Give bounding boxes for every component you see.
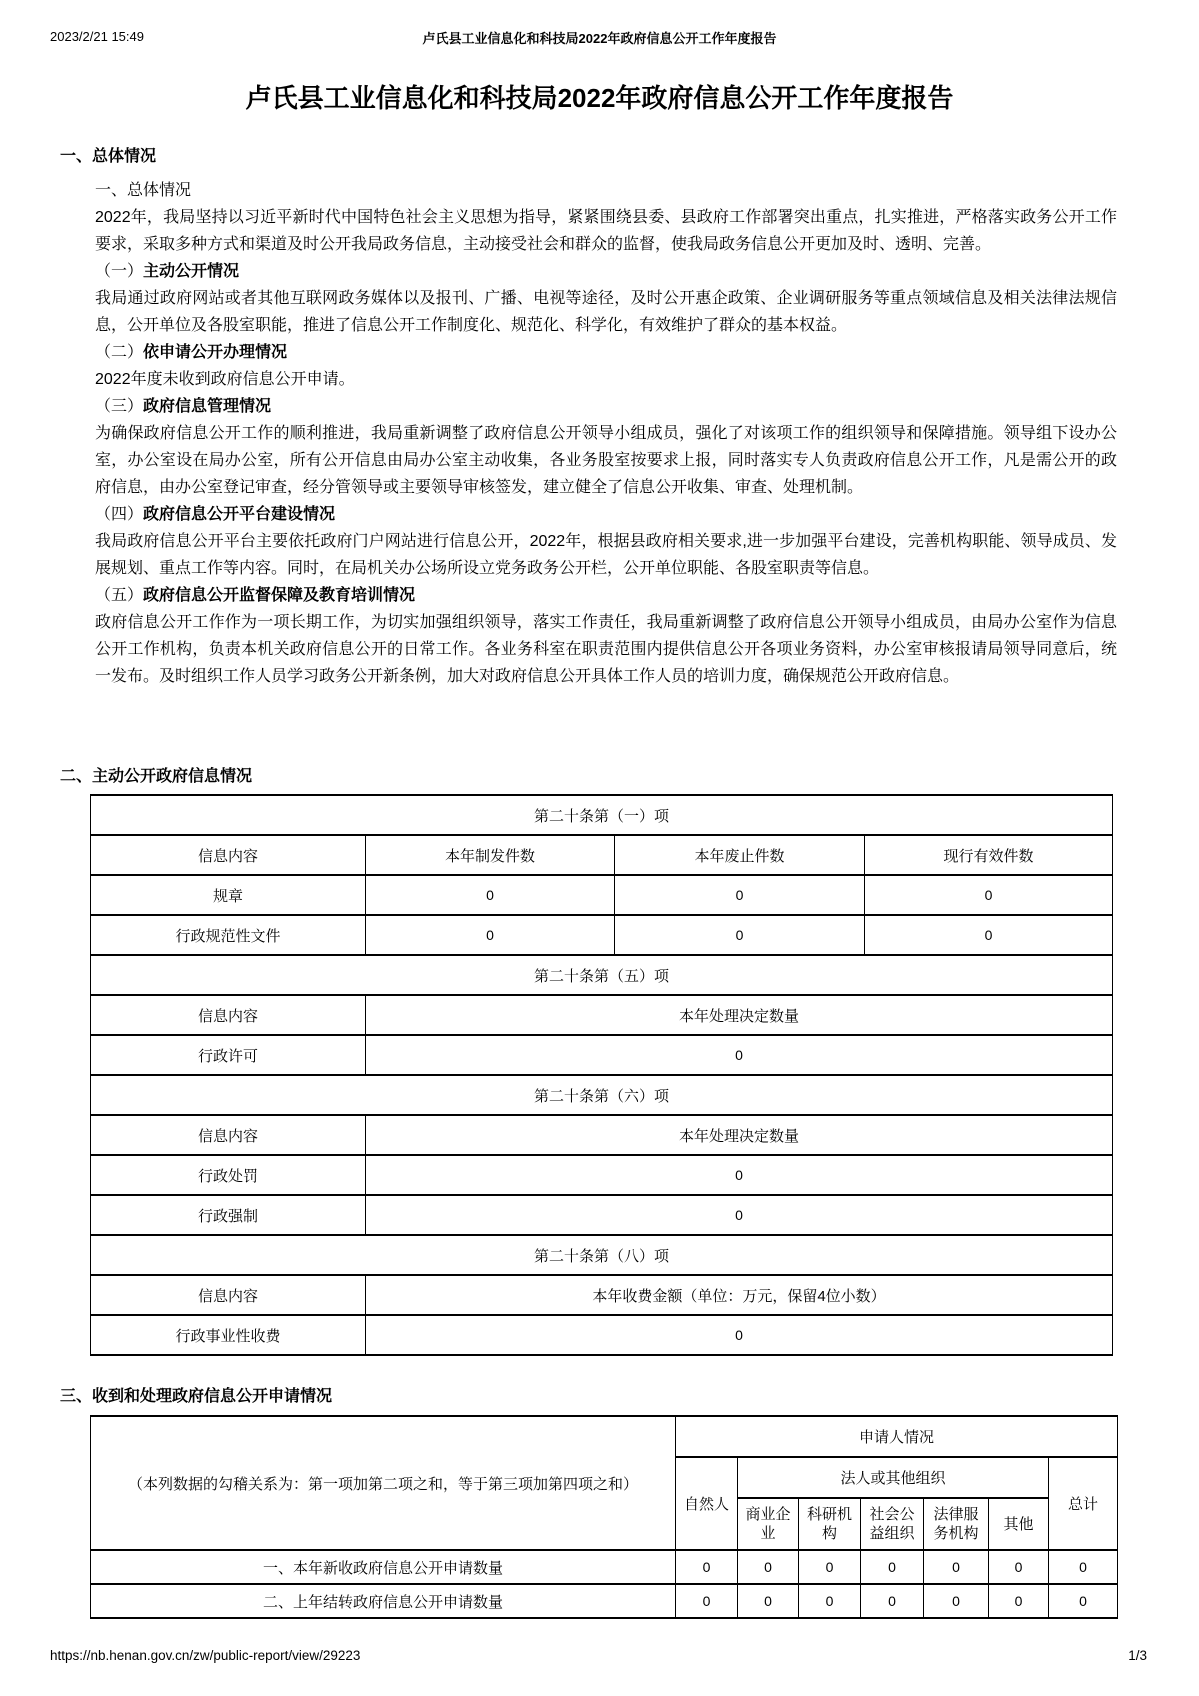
- sub-heading-prefix: （四）: [95, 506, 144, 523]
- column-header: 本年制发件数: [366, 835, 615, 875]
- column-header: 商业企业: [738, 1498, 799, 1550]
- column-header: 信息内容: [91, 835, 366, 875]
- proactive-disclosure-table: [90, 794, 1113, 1356]
- table-row: [91, 1035, 1113, 1075]
- print-header: [0, 28, 1199, 48]
- sub-heading: [95, 582, 1117, 609]
- cell-value: 0: [676, 1550, 738, 1584]
- cell-value: 0: [865, 875, 1113, 915]
- column-header: 本年废止件数: [615, 835, 865, 875]
- column-header: 信息内容: [91, 1115, 366, 1155]
- table-row: [91, 1584, 1118, 1618]
- sub-heading: [95, 501, 1117, 528]
- cell-value: 0: [1049, 1584, 1118, 1618]
- cell-value: 0: [865, 915, 1113, 955]
- paragraph: 为确保政府信息公开工作的顺利推进，我局重新调整了政府信息公开领导小组成员，强化了对该项工作的组织领导和保障措施。领导组下设办公室，办公室设在局办公室，所有公开信息由局办公室主动收集，各业务股室按要求上报，同时落实专人负责政府信息公开工作，凡是需公开的政府信息，由办公室登记审查，经分管领导或主要领导审核签发，建立健全了信息公开收集、审查、处理机制。: [95, 425, 1117, 496]
- requests-received-table: [90, 1415, 1118, 1619]
- paragraph: 政府信息公开工作作为一项长期工作，为切实加强组织领导，落实工作责任，我局重新调整了政府信息公开领导小组成员，由局办公室作为信息公开工作机构，负责本机关政府信息公开的日常工作。各业务科室在职责范围内提供信息公开各项业务资料，办公室审核报请局领导同意后，统一发布。及时组织工作人员学习政务公开新条例，加大对政府信息公开具体工作人员的培训力度，确保规范公开政府信息。: [95, 614, 1117, 685]
- print-footer: [50, 1648, 1147, 1663]
- cell-value: 0: [799, 1584, 861, 1618]
- row-label: 行政强制: [91, 1195, 366, 1235]
- column-header: 其他: [989, 1498, 1049, 1550]
- cell-value: 0: [615, 875, 865, 915]
- page-title: 卢氏县工业信息化和科技局2022年政府信息公开工作年度报告: [245, 83, 954, 113]
- sub-heading-title: 依申请公开办理情况: [143, 344, 288, 361]
- print-datetime: 2023/2/21 15:49: [50, 29, 144, 44]
- sub-heading: [95, 393, 1117, 420]
- reconciliation-note: （本列数据的勾稽关系为：第一项加第二项之和，等于第三项加第四项之和）: [91, 1416, 676, 1550]
- cell-value: 0: [924, 1550, 989, 1584]
- cell-value: 0: [989, 1584, 1049, 1618]
- cell-value: 0: [1049, 1550, 1118, 1584]
- cell-value: 0: [924, 1584, 989, 1618]
- column-header: 科研机构: [799, 1498, 861, 1550]
- table-row: [91, 1155, 1113, 1195]
- paragraph: 2022年度未收到政府信息公开申请。: [95, 371, 355, 388]
- column-header: 本年收费金额（单位：万元，保留4位小数）: [366, 1275, 1113, 1315]
- cell-value: 0: [366, 875, 615, 915]
- sub-heading-title: 主动公开情况: [143, 263, 240, 280]
- table-row: [91, 1195, 1113, 1235]
- sub-heading-prefix: （二）: [95, 344, 144, 361]
- cell-value: 0: [366, 1155, 1113, 1195]
- column-header: 总计: [1049, 1457, 1118, 1550]
- column-header: 信息内容: [91, 1275, 366, 1315]
- paragraph: 一、总体情况: [95, 182, 192, 199]
- row-label: 行政事业性收费: [91, 1315, 366, 1355]
- cell-value: 0: [366, 1035, 1113, 1075]
- column-header: 法律服务机构: [924, 1498, 989, 1550]
- row-label: 行政处罚: [91, 1155, 366, 1195]
- column-header: 申请人情况: [676, 1416, 1118, 1457]
- table-row: [91, 875, 1113, 915]
- sub-heading-title: 政府信息公开平台建设情况: [143, 506, 336, 523]
- table-span-header: 第二十条第（六）项: [91, 1075, 1113, 1115]
- column-header: 现行有效件数: [865, 835, 1113, 875]
- cell-value: 0: [676, 1584, 738, 1618]
- section-2-heading: 二、主动公开政府信息情况: [60, 768, 253, 785]
- column-header: 本年处理决定数量: [366, 995, 1113, 1035]
- sub-heading: [95, 258, 1117, 285]
- print-header-title: 卢氏县工业信息化和科技局2022年政府信息公开工作年度报告: [422, 31, 777, 46]
- section-1-body: [95, 177, 1117, 690]
- sub-heading-prefix: （一）: [95, 263, 144, 280]
- paragraph: 我局政府信息公开平台主要依托政府门户网站进行信息公开，2022年，根据县政府相关要求,进一步加强平台建设，完善机构职能、领导成员、发展规划、重点工作等内容。同时，在局机关办公场所设立党务政务公开栏，公开单位职能、各股室职责等信息。: [95, 533, 1117, 577]
- page-number: 1/3: [1128, 1648, 1147, 1663]
- row-label: 一、本年新收政府信息公开申请数量: [91, 1550, 676, 1584]
- row-label: 二、上年结转政府信息公开申请数量: [91, 1584, 676, 1618]
- sub-heading-prefix: （五）: [95, 587, 144, 604]
- sub-heading-prefix: （三）: [95, 398, 144, 415]
- cell-value: 0: [799, 1550, 861, 1584]
- column-header: 社会公益组织: [861, 1498, 924, 1550]
- section-1-heading: 一、总体情况: [60, 148, 157, 165]
- sub-heading: [95, 339, 1117, 366]
- cell-value: 0: [615, 915, 865, 955]
- footer-url: https://nb.henan.gov.cn/zw/public-report/view/29223: [50, 1648, 361, 1663]
- cell-value: 0: [861, 1584, 924, 1618]
- table-row: [91, 1550, 1118, 1584]
- paragraph: 我局通过政府网站或者其他互联网政务媒体以及报刊、广播、电视等途径，及时公开惠企政策、企业调研服务等重点领域信息及相关法律法规信息，公开单位及各股室职能，推进了信息公开工作制度化、规范化、科学化，有效维护了群众的基本权益。: [95, 290, 1117, 334]
- table-row: [91, 1315, 1113, 1355]
- table-span-header: 第二十条第（五）项: [91, 955, 1113, 995]
- sub-heading-title: 政府信息管理情况: [143, 398, 272, 415]
- cell-value: 0: [366, 1315, 1113, 1355]
- row-label: 行政规范性文件: [91, 915, 366, 955]
- cell-value: 0: [738, 1584, 799, 1618]
- section-3-heading: 三、收到和处理政府信息公开申请情况: [60, 1388, 333, 1405]
- row-label: 规章: [91, 875, 366, 915]
- cell-value: 0: [738, 1550, 799, 1584]
- row-label: 行政许可: [91, 1035, 366, 1075]
- cell-value: 0: [861, 1550, 924, 1584]
- cell-value: 0: [989, 1550, 1049, 1584]
- sub-heading-title: 政府信息公开监督保障及教育培训情况: [143, 587, 416, 604]
- column-header: 信息内容: [91, 995, 366, 1035]
- column-header: 法人或其他组织: [738, 1457, 1049, 1498]
- table-span-header: 第二十条第（八）项: [91, 1235, 1113, 1275]
- table-row: [91, 915, 1113, 955]
- cell-value: 0: [366, 915, 615, 955]
- column-header: 本年处理决定数量: [366, 1115, 1113, 1155]
- table-span-header: 第二十条第（一）项: [91, 795, 1113, 835]
- paragraph: 2022年，我局坚持以习近平新时代中国特色社会主义思想为指导，紧紧围绕县委、县政府工作部署突出重点，扎实推进，严格落实政务公开工作要求，采取多种方式和渠道及时公开我局政务信息，主动接受社会和群众的监督，使我局政务信息公开更加及时、透明、完善。: [95, 209, 1117, 253]
- cell-value: 0: [366, 1195, 1113, 1235]
- column-header: 自然人: [676, 1457, 738, 1550]
